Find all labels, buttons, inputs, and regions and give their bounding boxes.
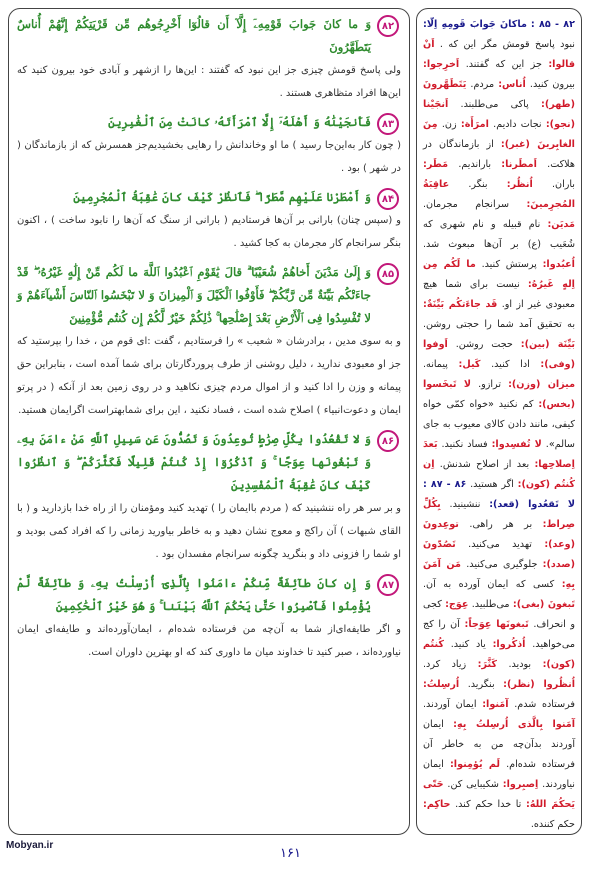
glossary-term: حاكِم: [423, 799, 451, 810]
glossary-term: عِوَج: [445, 599, 469, 610]
verses-list [9, 13, 409, 664]
glossary-term: كَیل: [458, 359, 481, 370]
verse-row [17, 261, 401, 330]
glossary-meaning: فرستاده شدم. [514, 699, 575, 710]
glossary-meaning: باراندیم. [458, 159, 492, 170]
glossary-term: مَدیَن: [547, 219, 575, 230]
glossary-term: اُرسِلتُ: [423, 679, 460, 690]
verse-number-badge: ۸۷ [377, 574, 399, 596]
glossary-meaning: باران. [551, 179, 575, 190]
glossary-term: لَم یُؤمِنوا: [449, 759, 501, 770]
glossary-meaning: تا خدا حکم کند. [455, 799, 522, 810]
glossary-term: اُذكُروا: [492, 639, 526, 650]
verse-translation: ولی پاسخ قومش چیزی جز این نبود که گفتند : این‌ها را ازشهر و آبادی خود بیرون کنید که این‌ها افراد متظاهری هستند . [17, 65, 401, 99]
glossary-meaning: کسی که ایمان آورده به آن. [423, 579, 555, 590]
glossary-term: میزان (وزن): [508, 379, 576, 390]
glossary-term: تَصُدّونَ (صدد): [423, 539, 575, 570]
glossary-meaning: بر هر راهی. [469, 519, 533, 530]
verse-arabic-text: وَ ما كانَ جَوابَ قَوْمِهِۦٓ إِلَّآ أَن قالُوٓا أَخْرِجُوهُم مِّن قَرْيَتِكُمْ إِنَّهُمْ أُناسٌ يَتَطَهَّرُونَ [17, 17, 371, 54]
glossary-meaning: مردم. [470, 79, 495, 90]
glossary-term: اِصبِروا: [502, 779, 539, 790]
verses-panel [8, 8, 410, 835]
glossary-meaning: بنگر. [468, 179, 488, 190]
glossary-meaning: از بازماندگان در هلاکت. [423, 139, 575, 170]
glossary-term: آمَنوا بِالَّذی اُرسِلتُ بِهِ: [453, 719, 575, 730]
glossary-meaning: ترازو. [478, 379, 502, 390]
glossary-term: اُعبُدوا: [542, 259, 575, 270]
glossary-meaning: فساد نکنید. [441, 439, 488, 450]
glossary-meaning: زیاد کرد. [423, 659, 467, 670]
verse-row [17, 186, 401, 209]
glossary-meaning: اگر هستید. [470, 479, 514, 490]
glossary-range-header: ۸۲ - ۸۵ : [530, 19, 575, 30]
glossary-meaning: بیرون کنید. [529, 79, 575, 90]
glossary-term: كَثَّرَ: [477, 659, 497, 670]
glossary-meaning: نام قبیله و نام شهری که شُعَیب (ع) بر آن‌ها مبعوث شد. [423, 219, 575, 250]
glossary-term: اَوفوا (وفی): [423, 339, 575, 370]
verse-number-badge: ۸۲ [377, 15, 399, 37]
verse-number-badge: ۸۴ [377, 188, 399, 210]
glossary-term: آمَنوا: [482, 699, 509, 710]
glossary-meaning: آن را کج می‌خواهید. [423, 619, 575, 650]
glossary-term: ما لَكُم مِن اِلهٍ غَیرُهُ: [423, 259, 575, 290]
glossary-meaning: ادا کنید. [491, 359, 530, 370]
glossary-term: اُناس: [498, 79, 526, 90]
glossary-meaning: جلوگیری می‌کنید. [466, 559, 538, 570]
page-number: ۱۶۱ [280, 846, 301, 861]
verse-block [9, 111, 409, 180]
glossary-meaning: پرستش کنید. [481, 259, 537, 270]
glossary-term: اَنجَیْنا (نجو): [423, 99, 575, 130]
glossary-meaning: نیست برای شما هیچ معبودی غیر از او. [423, 279, 575, 310]
glossary-ayah-phrase: لا تَقعُدوا (قعد): [489, 499, 575, 510]
verse-translation: و اگر طایفه‌ای‌از شما به آن‌چه من فرستاده شده‌ام ، ایمان‌آورده‌اند و طایفه‌ای ایمان نیاورده‌اند ، صبر کنید تا خداوند میان ما داوری کند که او بهترین داوران است. [17, 624, 401, 658]
glossary-term: امرَأَة: [460, 119, 489, 130]
glossary-panel [416, 8, 582, 835]
glossary-meaning: بنگرید. [467, 679, 495, 690]
glossary-term: توعِدونَ (وعد): [423, 519, 575, 550]
verse-block [9, 572, 409, 664]
glossary-meaning: شکیبایی کن. [447, 779, 499, 790]
verse-arabic-text: وَ إِن كانَ طآئِفَةٌ مِّنكُمْ ءامَنُوا بِٱلَّذِىٓ أُرْسِلْتُ بِهِۦ وَ طآئِفَةٌ لَّمْ يُؤْمِنُوا فَٱصْبِرُوا حَتَّىٰ يَحْكُمَ ٱللَّهُ بَيْنَنا ۚ وَ هُوَ خَيْرُ ٱلْحَٰكِمِينَ [17, 576, 371, 613]
glossary-meaning: بعد از اصلاح شدنش. [439, 459, 530, 470]
glossary-meaning: کم نکنید «خواه کمّی خواه کیفی، مانند دادن کالای معیوب به جای سالم». [423, 399, 575, 450]
glossary-term: لا تُفسِدوا: [491, 439, 542, 450]
verse-block [9, 261, 409, 422]
verse-arabic-text: وَ أَمْطَرْنا عَلَيْهِم مَّطَرًا ۖ فَٱنظُرْ كَيْفَ كانَ عَٰقِبَةُ ٱلْمُجْرِمِينَ [73, 190, 371, 204]
glossary-meaning: جز این که گفتند. [465, 59, 542, 70]
glossary-term: قَد جاءَتكُم بَیِّنَةٌ: [423, 299, 498, 310]
verse-arabic-text: فَأَنجَيْنَٰهُ وَ أَهْلَهُۥٓ إِلَّا ٱمْرَأَتَهُۥ كانَتْ مِنَ ٱلْغَٰبِرِينَ [108, 115, 371, 129]
verse-block [9, 186, 409, 255]
verse-number-badge: ۸۵ [377, 263, 399, 285]
glossary-meaning: پاکی می‌طلبند. [460, 99, 529, 110]
glossary-meaning: حکم کننده. [530, 819, 575, 830]
glossary-term: بَعدَ اِصلاحِها: [423, 439, 575, 470]
glossary-term: حَتّی یَحكُمَ اللهُ: [423, 779, 575, 810]
glossary-term: بِكُلِّ صِراط: [423, 499, 575, 530]
glossary-meaning: حجت روشن. [455, 339, 513, 350]
glossary-range-header: ۸۶ - ۸۷ : [423, 479, 467, 490]
glossary-meaning: پیمانه. [423, 359, 448, 370]
glossary-term: اُنظُروا (نظر): [503, 679, 575, 690]
verse-block [9, 13, 409, 105]
glossary-meaning: نجات دادیم. [493, 119, 542, 130]
glossary-ayah-phrase: ماكانَ جَوابَ قَومِهِ اِلّا: [423, 19, 527, 30]
verse-block [9, 428, 409, 566]
verse-row [17, 428, 401, 497]
verse-translation: ( چون کار به‌این‌جا رسید ) ما او وخاندانش را رهایی بخشیدیم‌جز همسرش که از بازماندگان ( در شهر ) بود . [17, 140, 401, 174]
glossary-meaning: ایمان آوردند. [423, 699, 477, 710]
verse-row [17, 572, 401, 618]
verse-number-badge: ۸۶ [377, 430, 399, 452]
glossary-term: مَن آمَنَ بِهِ: [423, 559, 575, 590]
glossary-meaning: کجی و انحراف. [423, 599, 576, 630]
verse-arabic-text: وَ لا تَقْعُدُوا بِكُلِّ صِرَٰطٍ تُوعِدُونَ وَ تَصُدُّونَ عَن سَبِيلِ ٱللَّهِ مَنْ ءامَنَ بِهِۦ وَ تَبْغُونَها عِوَجًا ۚ وَ ٱذْكُرُوٓا إِذْ كُنتُمْ قَلِيلًا فَكَثَّرَكُمْ ۖ وَ ٱنظُرُوا كَيْفَ كانَ عَٰقِبَةُ ٱلْمُفْسِدِينَ [17, 432, 371, 492]
glossary-meaning: یاد کنید. [450, 639, 486, 650]
verse-number-badge: ۸۳ [377, 113, 399, 135]
glossary-term: اِن كُنتُم (كون): [423, 459, 575, 490]
glossary-term: تَبغونَها عِوَجاً: [464, 619, 529, 630]
verse-translation: و بر سر هر راه ننشینید که ( مردم باایمان را ) تهدید کنید ومؤمنان را از راه خدا بازدارید و ( با القای شبهات ) آن راکج و معوج نشان دهید و به خاطر بیاورید زمانی را که افراد کمی بودید و او شما را فزونی داد و بنگرید چگونه سرانجام مفسدان بود . [17, 503, 401, 560]
glossary-meaning: ایمان آوردند بدآن‌چه من به خاطر آن فرستاده شده‌ام. [423, 719, 575, 770]
glossary-meaning: ایمان نیاوردند. [423, 759, 575, 790]
glossary-term: یَتَطَهَّرونَ (طهر): [423, 79, 575, 110]
glossary-term: اَمطَرنا: [501, 159, 537, 170]
glossary-term: كُنتُم (كون): [423, 639, 575, 670]
glossary-term: اَخرِجوا: [423, 59, 460, 70]
verse-translation: و به سوی مدین ، برادرشان « شعیب » را فرستادیم ، گفت :ای قوم من ، خدا را بپرستید که جز او معبودی ندارید ، دلیل روشنی از طرف پروردگارتان برای شما آمده است ، بنابراین حق پیمانه و وزن را ادا کنید و از اموال مردم چیزی نکاهید و در روی زمین بعد از آنکه ( در پرتو ایمان و دعوت‌انبیاء ) اصلاح شده است ، فساد نکنید ، این برای شمابهتراست اگرایمان هستید. [17, 336, 401, 416]
glossary-meaning: بودید. [508, 659, 532, 670]
site-watermark: Mobyan.ir [6, 840, 54, 851]
glossary-term: مَطَر: [423, 159, 449, 170]
glossary-meaning: می‌طلبید. [471, 599, 510, 610]
glossary-meaning: سرانجام مجرمان. [423, 199, 509, 210]
glossary-meaning: به تحقیق آمد شما را حجتی روشن. [423, 319, 575, 330]
glossary-text [423, 15, 575, 835]
glossary-term: بَیِّنَة (بین): [520, 339, 575, 350]
verse-translation: و (سپس چنان) بارانی بر آن‌ها فرستادیم ( بارانی از سنگ که آن‌ها را نابود ساخت ) ، اکنون بنگر سرانجام کار مجرمان به کجا کشید . [17, 215, 401, 249]
verse-row [17, 111, 401, 134]
glossary-term: تَبغونَ (بغی): [512, 599, 575, 610]
glossary-term: اَنْ قالوا: [423, 39, 575, 70]
glossary-meaning: تهدید می‌کنید. [468, 539, 532, 550]
glossary-meaning: ننشینید. [449, 499, 481, 510]
glossary-meaning: زن. [441, 119, 457, 130]
glossary-term: مِنَ الغابِرینَ (غبر): [423, 119, 575, 150]
glossary-term: اُنظُر: [506, 179, 533, 190]
glossary-term: عاقِبَةُ المُجرِمینَ: [423, 179, 575, 210]
glossary-meaning: نبود پاسخ قومش مگر این که . [439, 39, 575, 50]
verse-row [17, 13, 401, 59]
verse-arabic-text: وَ إِلَىٰ مَدْيَنَ أَخاهُمْ شُعَيْبًا ۗ قالَ يَٰقَوْمِ ٱعْبُدُوا ٱللَّهَ ما لَكُم مِّنْ إِلَٰهٍ غَيْرُهُۥ ۖ قَدْ جاءَتْكُم بَيِّنَةٌ مِّن رَّبِّكُمْ ۖ فَأَوْفُوا ٱلْكَيْلَ وَ ٱلْمِيزانَ وَ لا تَبْخَسُوا ٱلنّاسَ أَشْيآءَهُمْ وَ لا تُفْسِدُوا فِى ٱلْأَرْضِ بَعْدَ إِصْلَٰحِها ۚ ذَٰلِكُمْ خَيْرٌ لَّكُمْ إِن كُنتُم مُّؤْمِنِينَ [17, 265, 371, 325]
glossary-term: لا تَبخَسوا (بخس): [423, 379, 575, 410]
